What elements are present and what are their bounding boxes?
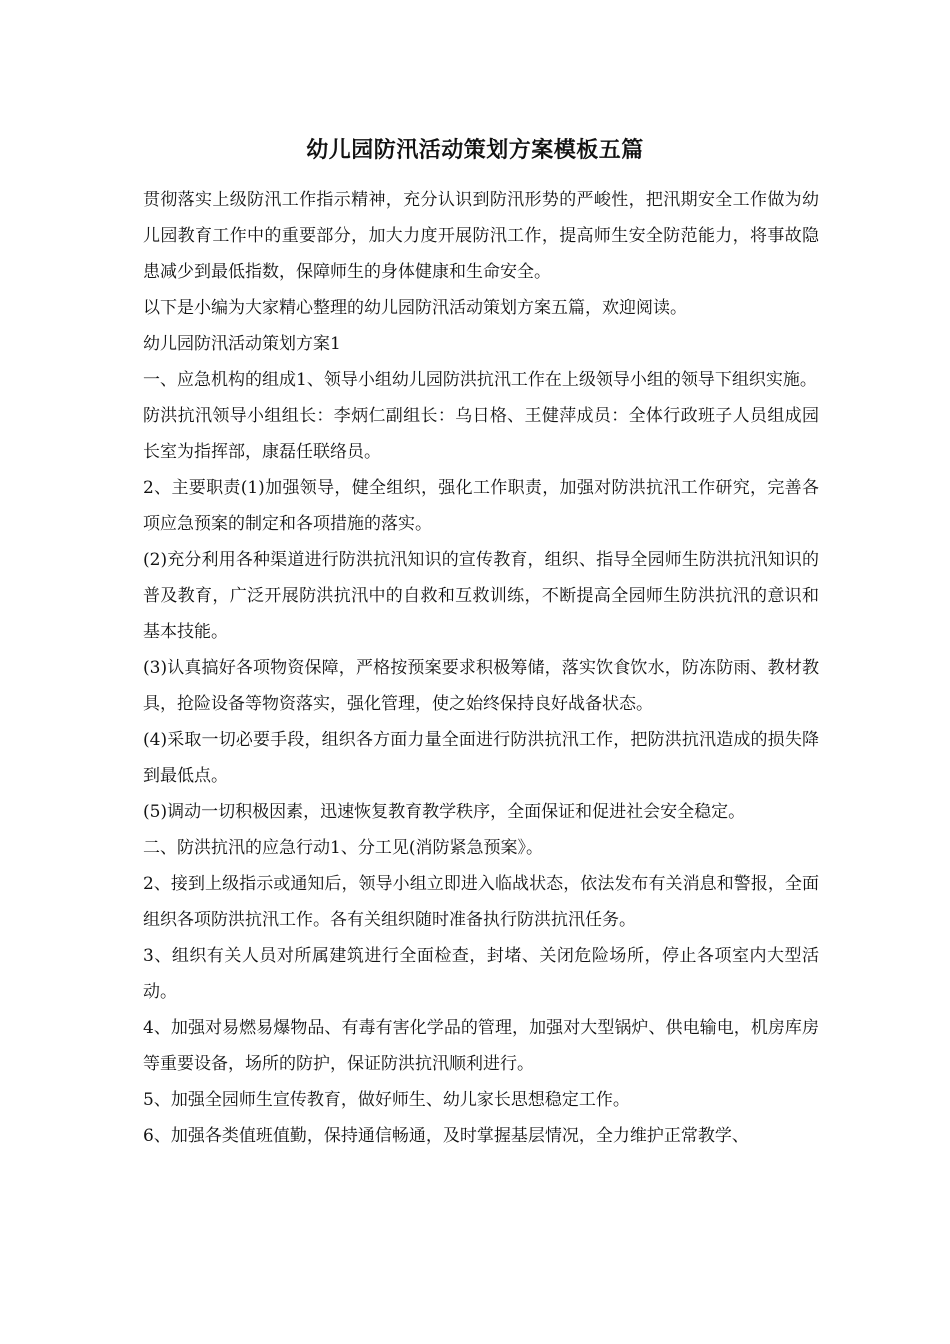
paragraph-leadership-group: 防洪抗汛领导小组组长：李炳仁副组长：乌日格、王健萍成员：全体行政班子人员组成园长室为指挥部，康磊任联络员。 — [143, 406, 819, 462]
paragraph-action-4: 4、加强对易燃易爆物品、有毒有害化学品的管理，加强对大型锅炉、供电输电，机房库房等重要设备，场所的防护，保证防洪抗汛顺利进行。 — [143, 1018, 819, 1074]
paragraph-duty-4: (4)采取一切必要手段，组织各方面力量全面进行防洪抗汛工作，把防洪抗汛造成的损失降到最低点。 — [143, 730, 819, 786]
paragraph-reading-note: 以下是小编为大家精心整理的幼儿园防汛活动策划方案五篇，欢迎阅读。 — [143, 298, 687, 318]
paragraph-emergency-action: 二、防洪抗汛的应急行动1、分工见(消防紧急预案》。 — [143, 838, 543, 858]
section-heading-plan-1: 幼儿园防汛活动策划方案1 — [143, 334, 341, 354]
document-title: 幼儿园防汛活动策划方案模板五篇 — [306, 137, 644, 163]
paragraph-duty-3: (3)认真搞好各项物资保障，严格按预案要求积极筹储，落实饮食饮水，防冻防雨、教材教具，抢险设备等物资落实，强化管理，使之始终保持良好战备状态。 — [143, 658, 819, 714]
paragraph-action-5: 5、加强全园师生宣传教育，做好师生、幼儿家长思想稳定工作。 — [143, 1090, 630, 1110]
paragraph-action-2: 2、接到上级指示或通知后，领导小组立即进入临战状态，依法发布有关消息和警报，全面组织各项防洪抗汛工作。各有关组织随时准备执行防洪抗汛任务。 — [143, 874, 819, 930]
paragraph-duty-5: (5)调动一切积极因素，迅速恢复教育教学秩序，全面保证和促进社会安全稳定。 — [143, 802, 746, 822]
paragraph-action-6: 6、加强各类值班值勤，保持通信畅通，及时掌握基层情况，全力维护正常教学、 — [143, 1126, 749, 1146]
paragraph-main-duties: 2、主要职责(1)加强领导，健全组织，强化工作职责，加强对防洪抗汛工作研究，完善各项应急预案的制定和各项措施的落实。 — [143, 478, 819, 534]
paragraph-organization: 一、应急机构的组成1、领导小组幼儿园防洪抗汛工作在上级领导小组的领导下组织实施。 — [143, 370, 817, 390]
paragraph-duty-2: (2)充分利用各种渠道进行防洪抗汛知识的宣传教育，组织、指导全园师生防洪抗汛知识的普及教育，广泛开展防洪抗汛中的自救和互救训练，不断提高全园师生防洪抗汛的意识和基本技能。 — [143, 550, 819, 642]
paragraph-intro: 贯彻落实上级防汛工作指示精神，充分认识到防汛形势的严峻性，把汛期安全工作做为幼儿园教育工作中的重要部分，加大力度开展防汛工作，提高师生安全防范能力，将事故隐患减少到最低指数，保障师生的身体健康和生命安全。 — [143, 190, 819, 282]
paragraph-action-3: 3、组织有关人员对所属建筑进行全面检查，封堵、关闭危险场所，停止各项室内大型活动。 — [143, 946, 819, 1002]
document-body — [143, 182, 819, 1154]
